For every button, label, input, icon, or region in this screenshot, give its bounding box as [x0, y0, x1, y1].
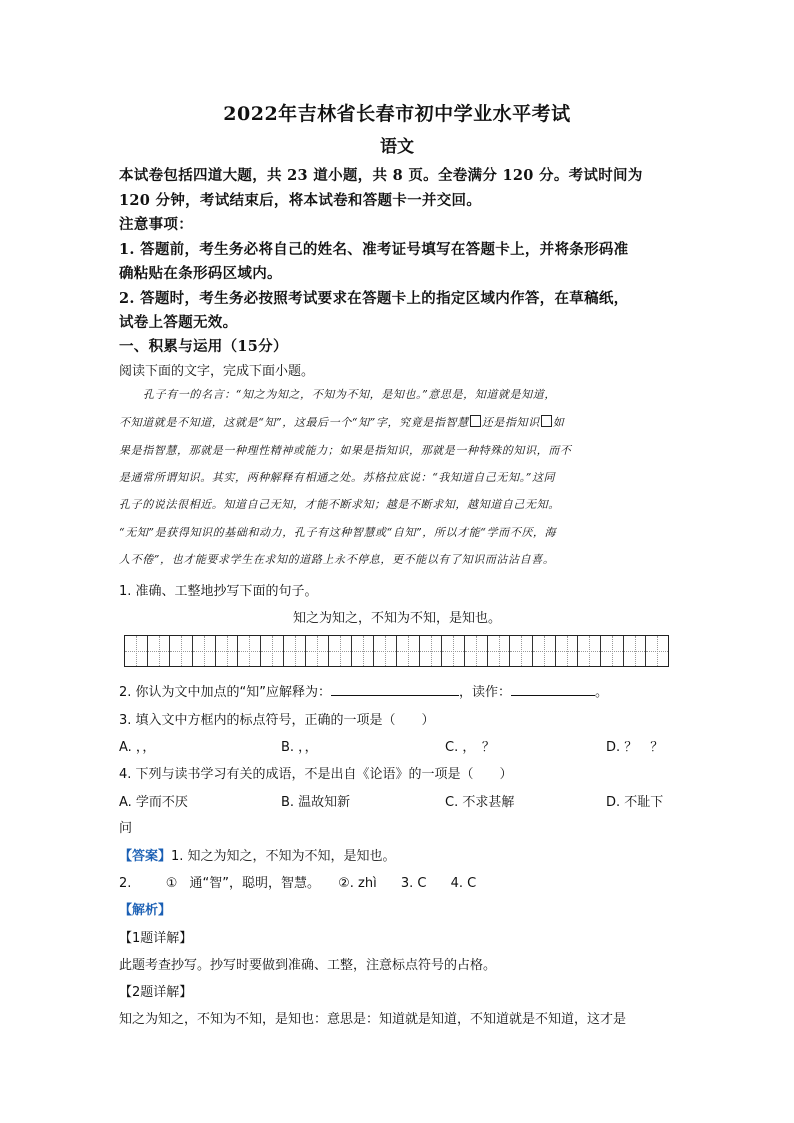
- grid-cell[interactable]: [442, 636, 465, 666]
- q2-detail-text: 知之为知之，不知为不知，是知也：意思是：知道就是知道，不知道就是不知道，这才是: [119, 1012, 627, 1027]
- grid-cell[interactable]: [238, 636, 261, 666]
- passage-line-1: 孔子有一的名言：“知之为知之，不知为不知，是知也。”意思是，知道就是知道，: [143, 388, 556, 401]
- grid-cell[interactable]: [533, 636, 556, 666]
- grid-cell[interactable]: [261, 636, 284, 666]
- grid-cell[interactable]: [397, 636, 420, 666]
- note-1b: 确粘贴在条形码区域内。: [119, 265, 282, 282]
- grid-cell[interactable]: [646, 636, 668, 666]
- grid-cell[interactable]: [624, 636, 647, 666]
- q2-prompt-a: 2. 你认为文中加点的“知”应解释为：: [119, 685, 332, 700]
- grid-cell[interactable]: [170, 636, 193, 666]
- grid-cell[interactable]: [216, 636, 239, 666]
- q2-prompt: [119, 681, 608, 700]
- answer-tag: 【答案】: [119, 849, 172, 864]
- q4-prompt: 4. 下列与读书学习有关的成语，不是出自《论语》的一项是（ ）: [119, 767, 513, 782]
- passage-line-4: 是通常所谓知识。其实，两种解释有相通之处。苏格拉底说：“我知道自己无知。”这同: [119, 471, 556, 484]
- passage-line-2: [119, 414, 564, 430]
- q1-detail-tag: 【1题详解】: [119, 931, 193, 946]
- punct-box-1: [470, 415, 481, 427]
- note-2b: 试卷上答题无效。: [119, 314, 238, 331]
- q3-prompt: 3. 填入文中方框内的标点符号，正确的一项是（ ）: [119, 713, 435, 728]
- note-2a: 2. 答题时，考生务必按照考试要求在答题卡上的指定区域内作答，在草稿纸，: [119, 290, 629, 307]
- q2-meaning-blank[interactable]: [331, 683, 459, 696]
- answer-2-num: 2.: [119, 876, 132, 891]
- notes-title: 注意事项：: [119, 216, 193, 233]
- passage-line-2-part-1: 不知道就是不知道，这就是“知”，这最后一个“知”字，究竟是指智慧: [119, 416, 469, 429]
- note-1a: 1. 答题前，考生务必将自己的姓名、准考证号填写在答题卡上，并将条形码准: [119, 241, 629, 258]
- passage-line-2-part-3: 如: [552, 416, 565, 429]
- q2-reading-blank[interactable]: [511, 683, 595, 696]
- q4-option-a[interactable]: A. 学而不厌: [119, 795, 188, 810]
- punct-box-2: [541, 415, 552, 427]
- grid-cell[interactable]: [125, 636, 148, 666]
- grid-cell[interactable]: [465, 636, 488, 666]
- grid-cell[interactable]: [284, 636, 307, 666]
- passage-line-5: 孔子的说法很相近。知道自己无知，才能不断求知；越是不断求知，越知道自己无知。: [119, 498, 560, 511]
- grid-cell[interactable]: [420, 636, 443, 666]
- q2-prompt-b: ，读作：: [459, 685, 512, 700]
- analysis-tag: 【解析】: [119, 903, 172, 918]
- grid-cell[interactable]: [352, 636, 375, 666]
- q1-sentence: 知之为知之，不知为不知，是知也。: [292, 611, 501, 626]
- answer-2-circle-2: ②. zhì: [338, 876, 377, 891]
- grid-cell[interactable]: [374, 636, 397, 666]
- intro-line-2: 120 分钟，考试结束后，将本试卷和答题卡一并交回。: [119, 192, 482, 209]
- answer-line-2: [119, 872, 476, 891]
- q4-option-b[interactable]: B. 温故知新: [281, 795, 351, 810]
- q4-option-d[interactable]: D. 不耻下: [606, 795, 664, 810]
- grid-cell[interactable]: [148, 636, 171, 666]
- grid-cell[interactable]: [193, 636, 216, 666]
- exam-title: 2022年吉林省长春市初中学业水平考试: [223, 103, 571, 125]
- grid-cell[interactable]: [329, 636, 352, 666]
- answer-2-circle-1: ①: [165, 876, 178, 891]
- passage-line-6: “无知”是获得知识的基础和动力，孔子有这种智慧或“自知”，所以才能“学而不厌，海: [119, 526, 557, 539]
- passage-line-7: 人不倦”，也才能要求学生在求知的道路上永不停息，更不能以有了知识而沾沾自喜。: [119, 553, 555, 566]
- q3-option-c[interactable]: C. ， ？: [445, 740, 495, 755]
- section-heading: 一、积累与运用（15分）: [119, 338, 288, 355]
- grid-cell[interactable]: [488, 636, 511, 666]
- grid-cell[interactable]: [601, 636, 624, 666]
- answer-1: 1. 知之为知之，不知为不知，是知也。: [171, 849, 396, 864]
- q4-option-c[interactable]: C. 不求甚解: [445, 795, 515, 810]
- answer-4: 4. C: [450, 876, 477, 891]
- reading-instruction: 阅读下面的文字，完成下面小题。: [119, 364, 315, 379]
- q1-detail-text: 此题考查抄写。抄写时要做到准确、工整，注意标点符号的占格。: [119, 958, 497, 973]
- intro-line-1: 本试卷包括四道大题，共 23 道小题，共 8 页。全卷满分 120 分。考试时间为: [119, 167, 643, 184]
- q3-option-b[interactable]: B. ，，: [281, 740, 318, 755]
- grid-cell[interactable]: [578, 636, 601, 666]
- passage-line-3: 果是指智慧，那就是一种理性精神或能力；如果是指知识，那就是一种特殊的知识，而不: [119, 444, 572, 457]
- q3-option-a[interactable]: A. ，，: [119, 740, 156, 755]
- q3-option-d[interactable]: D. ？ ？: [606, 740, 664, 755]
- q1-prompt: 1. 准确、工整地抄写下面的句子。: [119, 584, 318, 599]
- q4-option-d-wrap: 问: [119, 821, 133, 836]
- writing-grid[interactable]: [124, 635, 669, 667]
- answer-line-1: [119, 845, 396, 864]
- q2-detail-tag: 【2题详解】: [119, 985, 193, 1000]
- exam-subject: 语文: [380, 137, 414, 157]
- grid-cell[interactable]: [556, 636, 579, 666]
- passage-line-2-part-2: 还是指知识: [481, 416, 540, 429]
- q2-prompt-c: 。: [595, 685, 609, 700]
- grid-cell[interactable]: [510, 636, 533, 666]
- grid-cell[interactable]: [306, 636, 329, 666]
- answer-3: 3. C: [400, 876, 427, 891]
- answer-2-text-1: 通“智”，聪明，智慧。: [189, 876, 320, 891]
